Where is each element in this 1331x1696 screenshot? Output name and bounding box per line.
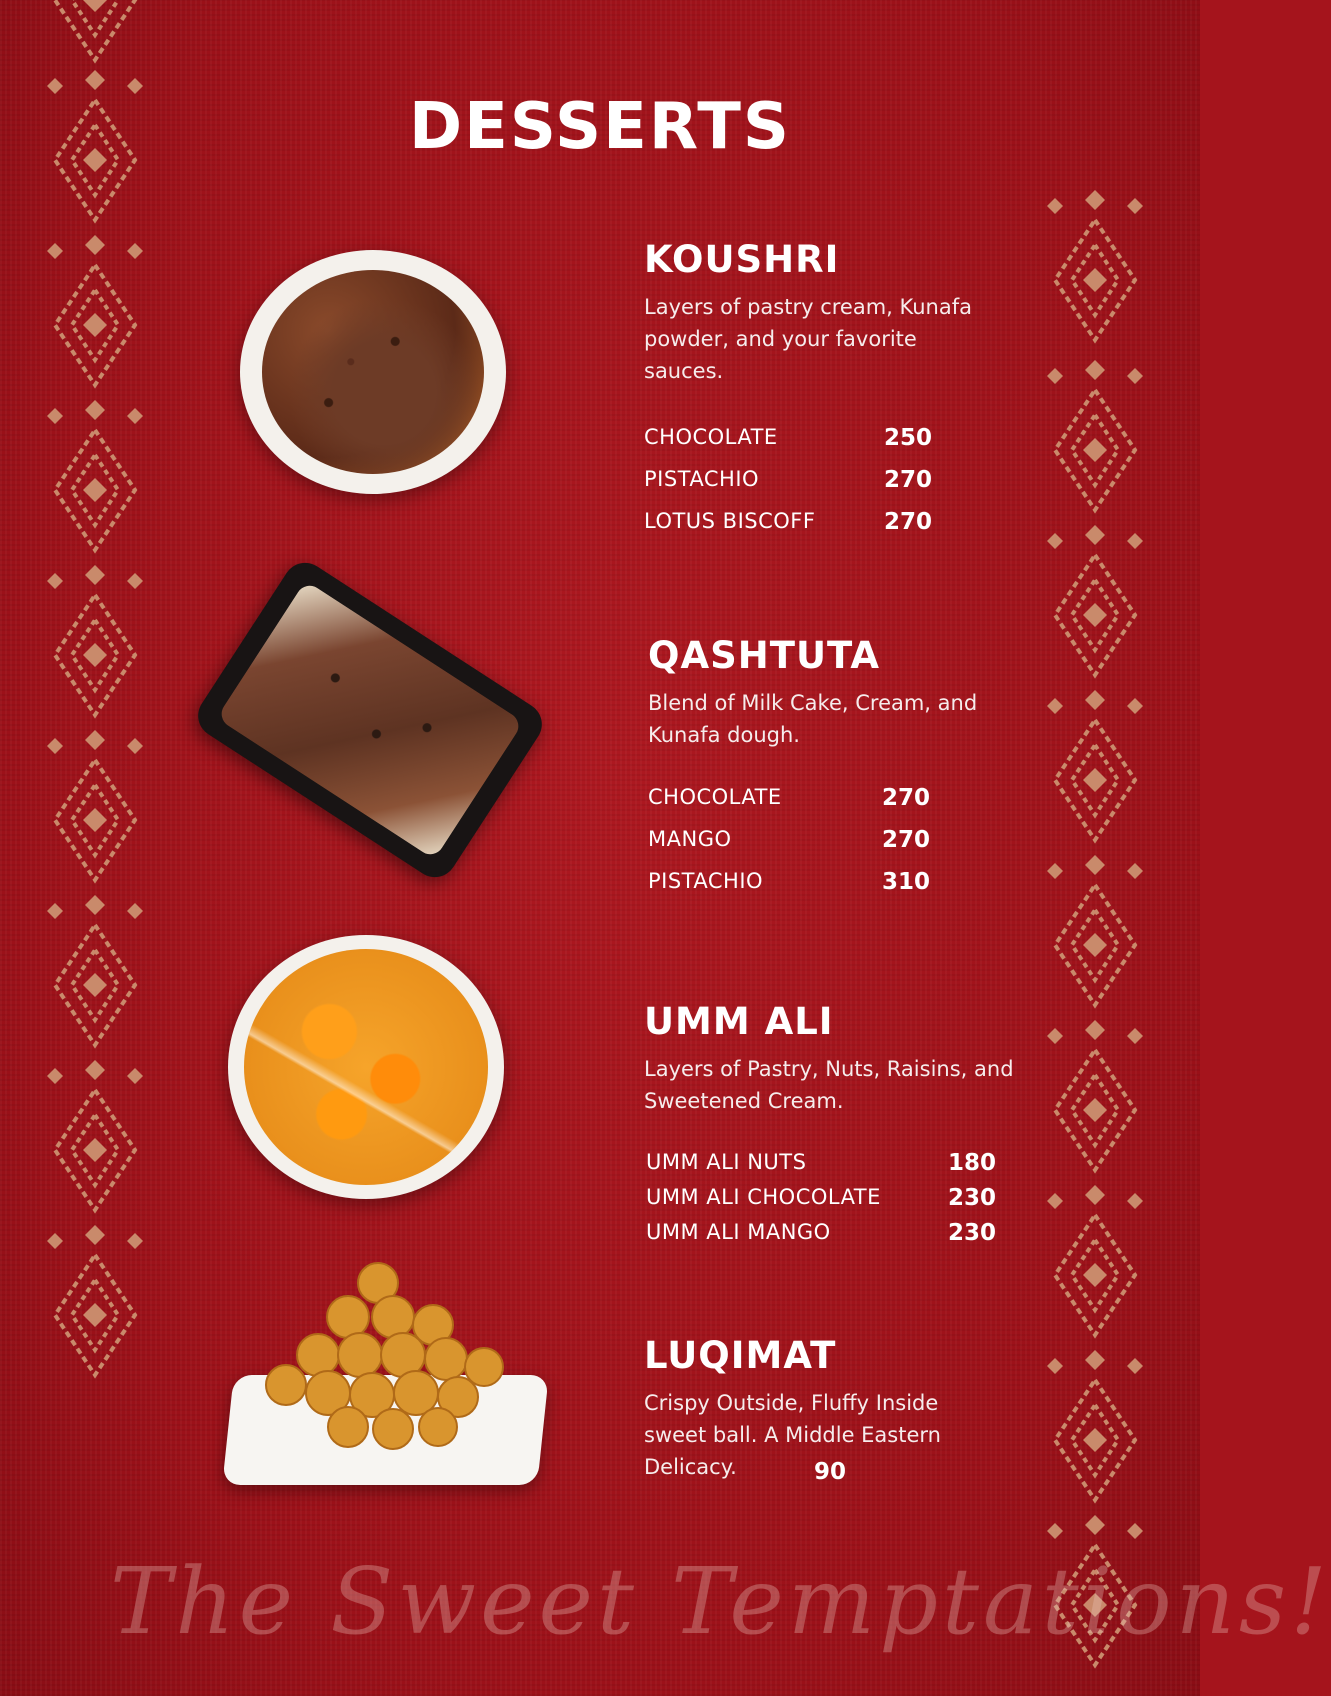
koushri-description: Layers of pastry cream, Kunafa powder, and your favorite sauces. — [644, 295, 972, 383]
qashtuta-section — [648, 634, 978, 751]
umm-ali-description: Layers of Pastry, Nuts, Raisins, and Sweetened Cream. — [644, 1057, 1014, 1113]
right-border-pattern — [1045, 0, 1165, 1696]
qashtuta-options — [648, 785, 948, 911]
menu-option — [648, 827, 948, 869]
luqimat-title: LUQIMAT — [644, 1334, 837, 1377]
luqimat-price: 90 — [814, 1459, 847, 1485]
left-border-pattern — [45, 0, 165, 1696]
menu-option — [646, 1220, 1006, 1255]
option-price: 230 — [948, 1185, 997, 1211]
koushri-section — [644, 238, 974, 387]
option-name: CHOCOLATE — [648, 785, 782, 809]
menu-option — [646, 1185, 1006, 1220]
option-price: 230 — [948, 1220, 997, 1246]
option-price: 250 — [884, 425, 933, 451]
koushri-title: KOUSHRI — [644, 238, 840, 281]
qashtuta-description: Blend of Milk Cake, Cream, and Kunafa dough. — [648, 691, 978, 747]
option-name: PISTACHIO — [648, 869, 764, 893]
umm-ali-section — [644, 1000, 1044, 1117]
option-price: 270 — [884, 467, 933, 493]
qashtuta-title: QASHTUTA — [648, 634, 880, 677]
option-name: UMM ALI CHOCOLATE — [646, 1185, 881, 1209]
option-price: 180 — [948, 1150, 997, 1176]
luqimat-photo — [228, 1255, 543, 1500]
qashtuta-photo — [144, 496, 595, 944]
tagline: The Sweet Temptations! — [110, 1548, 1331, 1655]
umm-ali-options — [646, 1150, 1006, 1255]
option-name: CHOCOLATE — [644, 425, 778, 449]
luqimat-description: Crispy Outside, Fluffy Inside sweet ball. A Middle Eastern Delicacy. — [644, 1391, 941, 1479]
koushri-options — [644, 425, 944, 551]
option-price: 310 — [882, 869, 931, 895]
option-name: LOTUS BISCOFF — [644, 509, 816, 533]
option-price: 270 — [882, 827, 931, 853]
option-price: 270 — [882, 785, 931, 811]
option-name: MANGO — [648, 827, 732, 851]
umm-ali-title: UMM ALI — [644, 1000, 834, 1043]
menu-option — [646, 1150, 1006, 1185]
page-title: DESSERTS — [408, 90, 792, 164]
menu-option — [648, 785, 948, 827]
koushri-photo — [240, 250, 506, 494]
menu-option — [648, 869, 948, 911]
option-name: UMM ALI MANGO — [646, 1220, 831, 1244]
luqimat-section — [644, 1334, 974, 1483]
menu-option — [644, 425, 944, 467]
option-name: UMM ALI NUTS — [646, 1150, 807, 1174]
option-price: 270 — [884, 509, 933, 535]
option-name: PISTACHIO — [644, 467, 760, 491]
menu-option — [644, 509, 944, 551]
umm-ali-photo — [228, 935, 504, 1199]
menu-option — [644, 467, 944, 509]
